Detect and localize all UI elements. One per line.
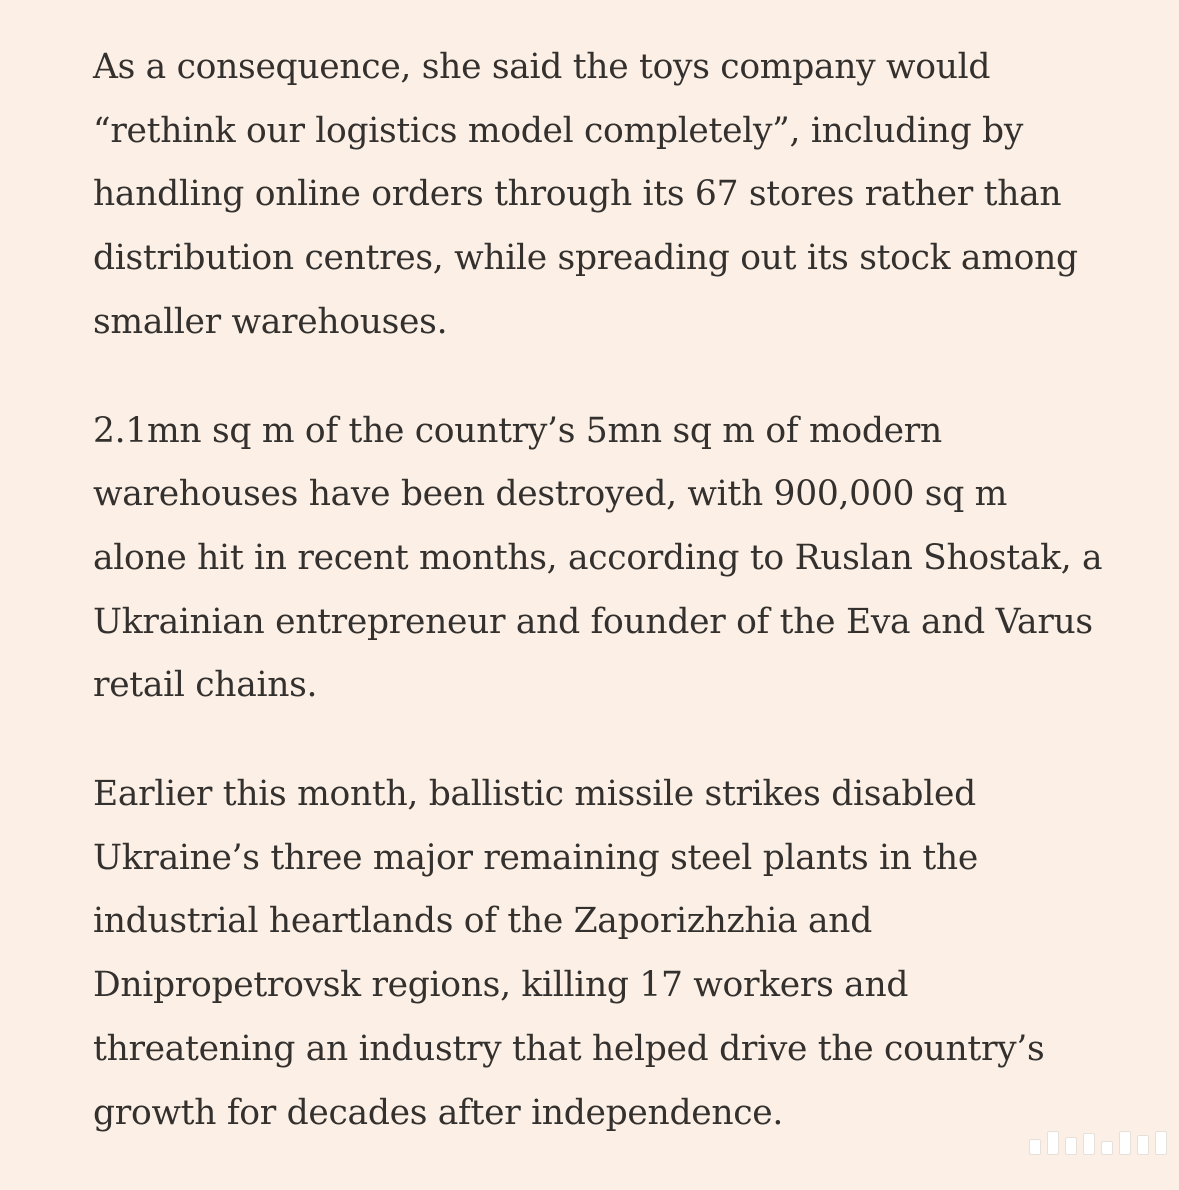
text-line: retail chains. (93, 665, 318, 706)
paragraph-warehouses (93, 400, 1153, 719)
text-line: Ukrainian entrepreneur and founder of the Eva and Varus (93, 601, 1093, 642)
watermark-bar (1065, 1137, 1077, 1155)
text-line: Ukraine’s three major remaining steel plants in the (93, 837, 978, 878)
watermark-bar (1137, 1135, 1149, 1155)
text-line: Dnipropetrovsk regions, killing 17 workers and (93, 965, 909, 1006)
text-line: As a consequence, she said the toys company would (93, 47, 991, 87)
text-line: warehouses have been destroyed, with 900,000 sq m (93, 474, 1008, 515)
text-line: growth for decades after independence. (93, 1092, 784, 1133)
watermark-bar (1047, 1131, 1059, 1155)
watermark-bar (1083, 1133, 1095, 1155)
paragraph-consequence (93, 36, 1153, 355)
watermark-bar (1029, 1139, 1041, 1155)
text-line: threatening an industry that helped drive the country’s (93, 1028, 1045, 1069)
watermark-bar (1101, 1141, 1113, 1155)
watermark-logo-icon (1029, 1131, 1167, 1155)
text-line: handling online orders through its 67 stores rather than (93, 174, 1062, 215)
text-line: smaller warehouses. (93, 301, 448, 342)
text-line: Earlier this month, ballistic missile strikes disabled (93, 774, 976, 815)
paragraph-steel-plants (93, 763, 1153, 1145)
text-line: alone hit in recent months, according to Ruslan Shostak, a (93, 537, 1103, 578)
watermark-bar (1119, 1131, 1131, 1155)
text-line: “rethink our logistics model completely”, including by (93, 110, 1024, 151)
article-body (93, 36, 1153, 1190)
text-line: 2.1mn sq m of the country’s 5mn sq m of modern (93, 410, 942, 451)
text-line: industrial heartlands of the Zaporizhzhia and (93, 901, 872, 942)
text-line: distribution centres, while spreading out its stock among (93, 238, 1078, 279)
watermark-bar (1155, 1131, 1167, 1155)
